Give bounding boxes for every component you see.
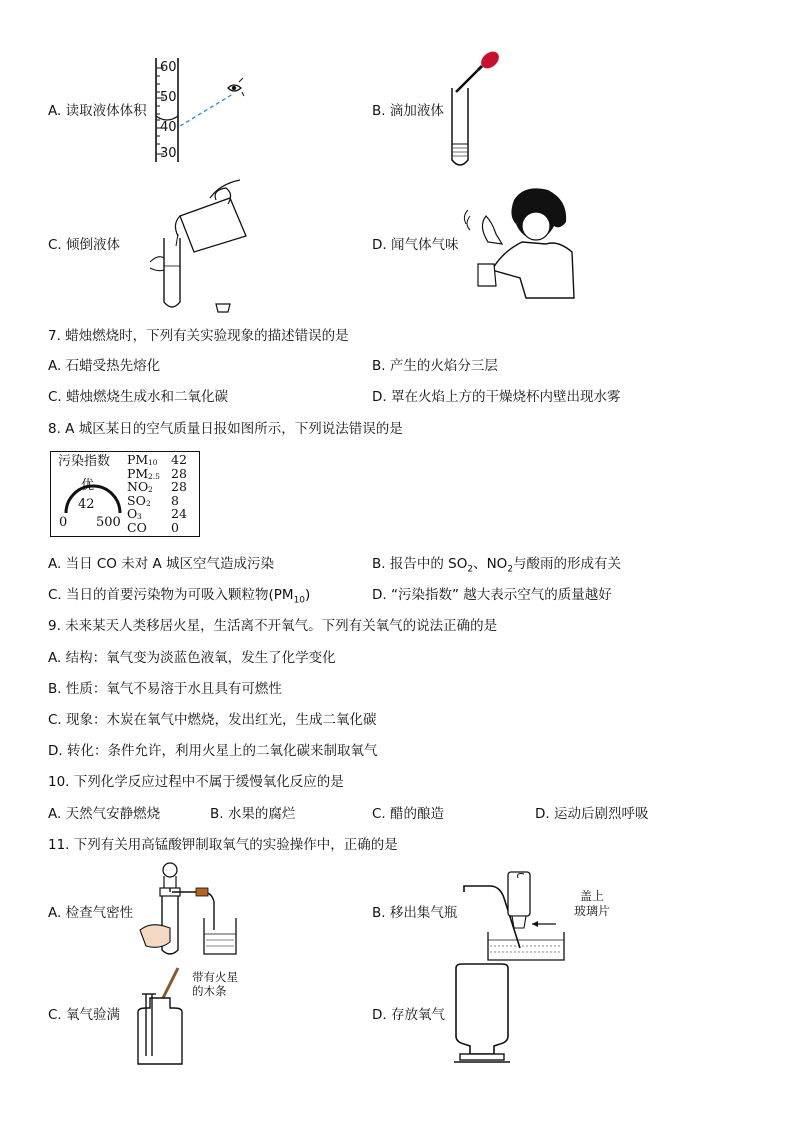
pollutant-subscript: 2.5 bbox=[148, 471, 160, 481]
pollutant-subscript: 2 bbox=[146, 498, 151, 508]
q8-option-a: A. 当日 CO 未对 A 城区空气造成污染 bbox=[48, 556, 275, 572]
q9-option-b: B. 性质：氧气不易溶于水且具有可燃性 bbox=[48, 681, 282, 697]
pollutant-value: 28 bbox=[171, 479, 187, 494]
q7-option-d: D. 罩在火焰上方的干燥烧杯内壁出现水雾 bbox=[372, 389, 621, 405]
pollutant-row bbox=[127, 521, 197, 535]
q8-option-b-part2: 、NO bbox=[473, 556, 508, 572]
q9-option-a: A. 结构：氧气变为淡蓝色液氧，发生了化学变化 bbox=[48, 650, 336, 666]
oxygen-full-check-figure bbox=[132, 964, 192, 1070]
q8-option-d: D. “污染指数” 越大表示空气的质量越好 bbox=[372, 587, 612, 603]
remove-gas-bottle-figure bbox=[460, 868, 568, 962]
pollutant-row bbox=[127, 507, 197, 521]
q7-stem: 7. 蜡烛燃烧时，下列有关实验现象的描述错误的是 bbox=[48, 328, 349, 344]
pollutant-value: 24 bbox=[171, 506, 187, 521]
pollutant-row bbox=[127, 494, 197, 508]
cylinder-tick-50: 50 bbox=[160, 90, 177, 105]
sight-line bbox=[180, 94, 233, 126]
pollutant-value: 28 bbox=[171, 465, 187, 481]
pollutant-row bbox=[127, 453, 197, 467]
q8-option-b-part3: 与酸雨的形成有关 bbox=[513, 556, 622, 572]
report-index: 42 bbox=[78, 497, 95, 512]
q8-option-b bbox=[372, 555, 621, 579]
q10-option-b: B. 水果的腐烂 bbox=[210, 806, 296, 822]
q6-option-c: C. 倾倒液体 bbox=[48, 237, 121, 253]
q8-option-b-sub1: 2 bbox=[467, 564, 474, 575]
report-title: 污染指数 bbox=[58, 454, 111, 469]
pollutant-row bbox=[127, 467, 197, 481]
q6-option-a: A. 读取液体体积 bbox=[48, 103, 147, 119]
eye-icon bbox=[228, 78, 244, 96]
q8-option-c-part2: ) bbox=[305, 587, 311, 603]
q10-option-a: A. 天然气安静燃烧 bbox=[48, 806, 161, 822]
q7-option-c: C. 蜡烛燃烧生成水和二氧化碳 bbox=[48, 389, 229, 405]
pollutant-list bbox=[127, 453, 197, 537]
q9-stem: 9. 未来某天人类移居火星，生活离不开氧气。下列有关氧气的说法正确的是 bbox=[48, 618, 498, 634]
q9-option-c: C. 现象：木炭在氧气中燃烧，发出红光，生成二氧化碳 bbox=[48, 712, 377, 728]
store-oxygen-figure bbox=[448, 962, 516, 1066]
q10-option-d: D. 运动后剧烈呼吸 bbox=[535, 806, 649, 822]
q7-option-b: B. 产生的火焰分三层 bbox=[372, 358, 498, 374]
q11-option-a: A. 检查气密性 bbox=[48, 905, 134, 921]
pollutant-name: NO bbox=[127, 479, 149, 494]
report-scale-max: 500 bbox=[96, 515, 121, 530]
cylinder-tick-30: 30 bbox=[160, 146, 177, 161]
pollutant-subscript: 10 bbox=[148, 458, 158, 467]
smelling-gas-figure bbox=[462, 186, 578, 302]
cylinder-tick-60: 60 bbox=[160, 60, 177, 75]
q8-option-b-part1: B. 报告中的 SO bbox=[372, 556, 468, 572]
report-scale-min: 0 bbox=[59, 515, 68, 530]
pollutant-name: O bbox=[127, 506, 138, 521]
q6-option-d: D. 闻气体气味 bbox=[372, 237, 459, 253]
q6-option-b: B. 滴加液体 bbox=[372, 103, 444, 119]
pollutant-value: 0 bbox=[171, 519, 179, 535]
q7-option-a: A. 石蜡受热先熔化 bbox=[48, 358, 161, 374]
q8-stem: 8. A 城区某日的空气质量日报如图所示，下列说法错误的是 bbox=[48, 421, 403, 437]
q11-c-note-line1: 带有火星 bbox=[192, 970, 238, 984]
q10-stem: 10. 下列化学反应过程中不属于缓慢氧化反应的是 bbox=[48, 774, 344, 790]
q8-option-b-sub2: 2 bbox=[507, 564, 514, 575]
pollutant-subscript: 2 bbox=[148, 485, 153, 494]
q11-c-note-line2: 的木条 bbox=[192, 984, 227, 998]
cylinder-tick-40: 40 bbox=[160, 120, 177, 135]
q11-b-note-line2: 玻璃片 bbox=[574, 904, 611, 918]
q8-option-c-sub: 10 bbox=[293, 595, 306, 606]
q11-option-c: C. 氧气验满 bbox=[48, 1007, 121, 1023]
q11-b-note-line1: 盖上 bbox=[580, 889, 605, 903]
q10-option-c: C. 醋的酿造 bbox=[372, 806, 445, 822]
pollutant-subscript: 3 bbox=[137, 512, 142, 521]
pollutant-value: 8 bbox=[171, 492, 179, 508]
pouring-liquid-figure bbox=[150, 176, 260, 312]
pollutant-name: SO bbox=[127, 492, 146, 508]
pollutant-value: 42 bbox=[171, 452, 187, 467]
air-quality-report bbox=[50, 451, 200, 537]
pollutant-row bbox=[127, 480, 197, 494]
q8-option-c-part1: C. 当日的首要污染物为可吸入颗粒物(PM bbox=[48, 587, 294, 603]
q11-stem: 11. 下列有关用高锰酸钾制取氧气的实验操作中，正确的是 bbox=[48, 837, 398, 853]
pollutant-name: PM bbox=[127, 465, 149, 481]
report-level: 优 bbox=[81, 478, 95, 493]
q9-option-d: D. 转化：条件允许，利用火星上的二氧化碳来制取氧气 bbox=[48, 743, 378, 759]
dropper-figure bbox=[448, 48, 508, 172]
pollutant-name: PM bbox=[127, 452, 149, 467]
airtightness-check-figure bbox=[140, 858, 256, 962]
q11-option-d: D. 存放氧气 bbox=[372, 1007, 445, 1023]
q11-option-b: B. 移出集气瓶 bbox=[372, 905, 458, 921]
pollutant-name: CO bbox=[127, 519, 147, 535]
q8-option-c bbox=[48, 586, 310, 610]
